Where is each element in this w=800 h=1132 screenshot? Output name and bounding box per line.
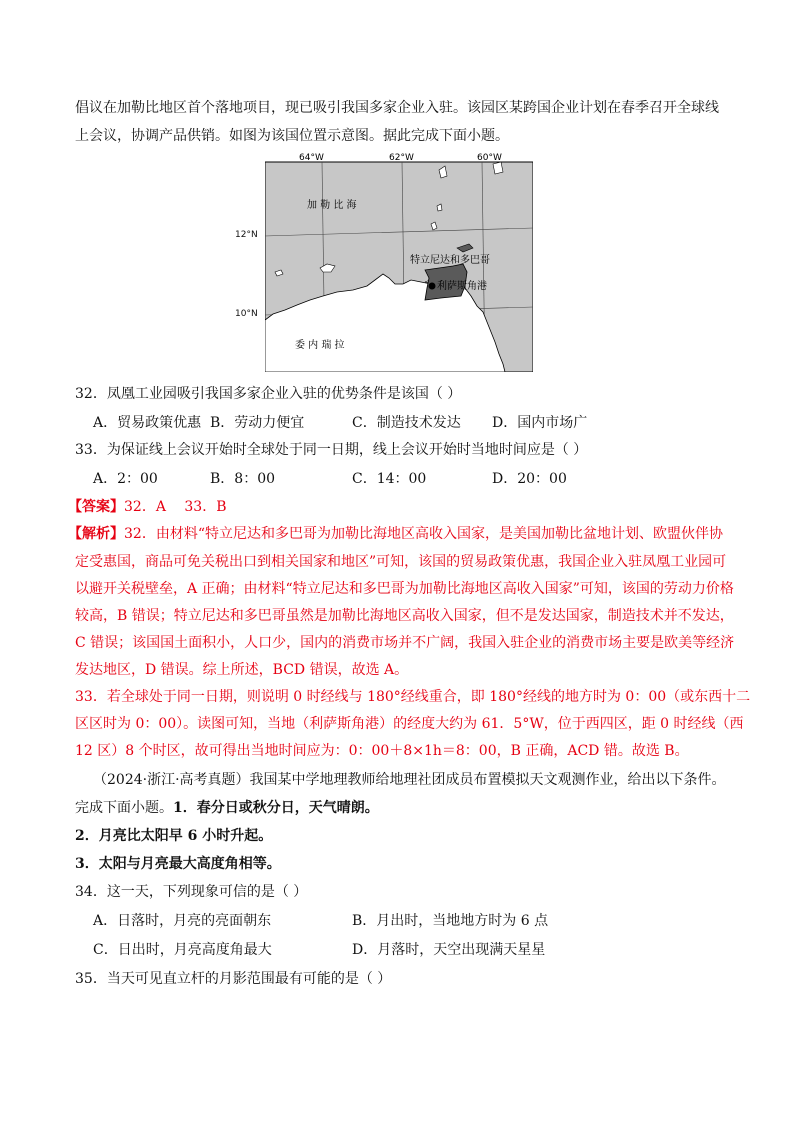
q34-option-b: B．月出时，当地地方时为 6 点 [352,913,549,929]
analysis-line-8: 区区时为 0：00）。读图可知，当地（利萨斯角港）的经度大约为 61．5°W，位于西四区，距 0 时经线（西 [75,716,744,732]
q33-option-b: B．8：00 [210,471,276,487]
condition-3: 3．太阳与月亮最大高度角相等。 [75,856,281,872]
condition-1: 1．春分日或秋分日，天气晴朗。 [173,800,379,816]
analysis-line-4: 较高，B 错误；特立尼达和多巴哥虽然是加勒比海地区高收入国家，但不是发达国家，制造技术并不发达， [75,608,734,624]
lat-label-10-text: 10°N [235,309,258,319]
intro-line-1: 倡议在加勒比地区首个落地项目，现已吸引我国多家企业入驻。该园区某跨国企业计划在春季召开全球线 [75,100,719,116]
answer-tag: 【答案】 [68,499,124,515]
analysis-text-1: 32．由材料“特立尼达和多巴哥为加勒比海地区高收入国家，是美国加勒比盆地计划、欧盟伙伴协 [124,526,723,542]
context2-line-1 [93,770,726,790]
context2-text-2: 完成下面小题。 [75,800,173,816]
analysis-line-9: 12 区）8 个时区，故可得出当地时间应为：0：00＋8×1h＝8：00，B 正确，ACD 错。故选 B。 [75,743,689,759]
island-north-4 [493,162,503,174]
q33-option-a: A．2：00 [93,471,158,487]
q34-stem: 34．这一天，下列现象可信的是（ ） [75,884,308,900]
lon-label-64: 64°W [299,153,324,163]
q33-option-c: C．14：00 [352,471,427,487]
q34-option-c: C．日出时，月亮高度角最大 [93,942,272,958]
lat-label-12-text: 12°N [235,230,258,240]
location-map [235,150,533,372]
port-label: 利萨斯角港 [437,281,487,292]
q35-stem: 35．当天可见直立杆的月影范围最有可能的是（ ） [75,971,392,987]
map-svg [265,150,533,372]
q34-option-d: D．月落时，天空出现满天星星 [352,942,546,958]
analysis-line-3: 以避开关税壁垒，A 正确；由材料“特立尼达和多巴哥为加勒比海地区高收入国家”可知，该国的劳动力价格 [75,581,734,597]
q33-stem: 33．为保证线上会议开始时全球处于同一日期，线上会议开始时当地时间应是（ ） [75,442,588,458]
analysis-tag: 【解析】 [68,526,124,542]
q32-option-b: B．劳动力便宜 [210,415,305,431]
q32-option-c: C．制造技术发达 [352,415,461,431]
lon-label-62: 62°W [389,153,414,163]
intro-line-2: 上会议，协调产品供销。如图为该国位置示意图。据此完成下面小题。 [75,128,509,144]
q34-option-a: A．日落时，月亮的亮面朝东 [93,913,272,929]
land-label: 委 内 瑞 拉 [295,340,345,351]
analysis-line-2: 定受惠国，商品可免关税出口到相关国家和地区”可知，该国的贸易政策优惠，我国企业入驻凤凰工业园可 [75,554,727,570]
country-label: 特立尼达和多巴哥 [410,255,490,266]
analysis-line-7: 33．若全球处于同一日期，则说明 0 时经线与 180°经线重合，即 180°经线的地方时为 0：00（或东西十二 [75,689,751,705]
condition-2: 2．月亮比太阳早 6 小时升起。 [75,828,273,844]
context2-line-2 [75,798,379,818]
answer-text: 32．A 33．B [124,499,227,515]
q33-option-d: D．20：00 [492,471,567,487]
source-tag: （2024·浙江·高考真题） [93,772,250,788]
lon-label-60: 60°W [477,153,502,163]
q32-stem: 32．凤凰工业园吸引我国多家企业入驻的优势条件是该国（ ） [75,386,462,402]
sea-label: 加 勒 比 海 [307,200,357,211]
q32-option-d: D．国内市场广 [492,415,588,431]
answer-line [68,497,226,517]
analysis-line-1 [68,524,723,544]
port-marker [429,283,436,290]
q32-option-a: A．贸易政策优惠 [93,415,202,431]
analysis-line-6: 发达地区，D 错误。综上所述，BCD 错误，故选 A。 [75,662,409,678]
context2-text-1: 我国某中学地理教师给地理社团成员布置模拟天文观测作业，给出以下条件。 [249,772,726,788]
analysis-line-5: C 错误；该国国土面积小，人口少，国内的消费市场并不广阔，我国入驻企业的消费市场主要是欧美等经济 [75,635,735,651]
